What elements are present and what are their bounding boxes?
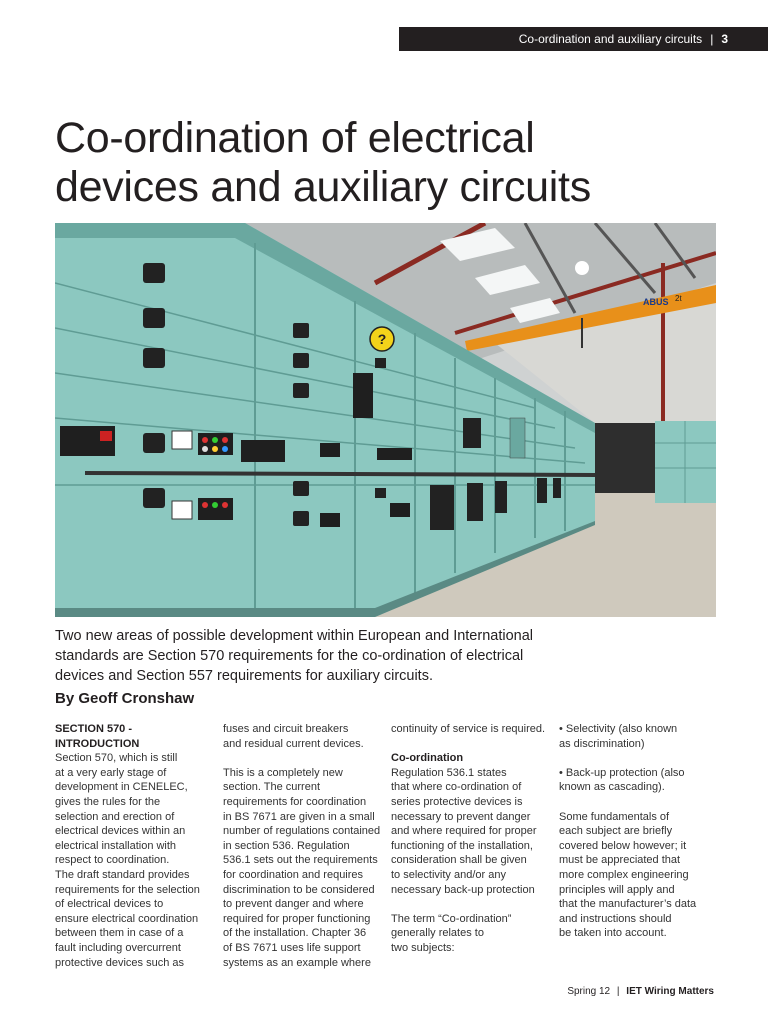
section-heading: [55, 722, 215, 751]
text-line: that the manufacturer’s data: [559, 898, 697, 911]
footer-publication: IET Wiring Matters: [626, 986, 714, 997]
text-line: necessary back-up protection: [391, 883, 535, 896]
header-page-number: 3: [721, 32, 728, 46]
text-line: to prevent danger and where: [223, 898, 364, 911]
text-line: continuity of service is required.: [391, 723, 546, 735]
header-section-title: Co-ordination and auxiliary circuits: [518, 32, 703, 46]
text-line: necessary to prevent danger: [391, 810, 531, 823]
lead-paragraph: [55, 626, 535, 686]
text-line: The term “Co-ordination”: [391, 912, 512, 925]
byline: By Geoff Cronshaw: [55, 690, 195, 707]
title-line-1: Co-ordination of electrical: [55, 114, 535, 162]
header-separator: |: [710, 32, 714, 46]
text-line: for coordination and requires: [223, 868, 364, 881]
text-line: Some fundamentals of: [559, 810, 670, 823]
text-line: gives the rules for the: [55, 795, 161, 808]
text-line: that where co-ordination of: [391, 781, 522, 794]
text-line: and instructions should: [559, 912, 672, 925]
title-line-2: devices and auxiliary circuits: [55, 163, 591, 211]
text-line: generally relates to: [391, 927, 484, 940]
text-line: and residual current devices.: [223, 737, 364, 750]
paragraph: [223, 766, 383, 970]
text-line: covered below however; it: [559, 839, 687, 852]
switchgear-photo: [55, 223, 716, 617]
text-line: series protective devices is: [391, 795, 523, 808]
text-line: principles will apply and: [559, 883, 675, 896]
paragraph: [55, 751, 215, 970]
text-line: between them in case of a: [55, 927, 184, 940]
text-line: discrimination to be considered: [223, 883, 375, 896]
text-line: requirements for coordination: [223, 795, 367, 808]
text-line: respect to coordination.: [55, 854, 170, 867]
text-line: each subject are briefly: [559, 825, 673, 838]
text-line: Regulation 536.1 states: [391, 766, 507, 779]
lead-line: Two new areas of possible development within European and International: [55, 628, 533, 644]
text-line: required for proper functioning: [223, 912, 371, 925]
text-line: be taken into account.: [559, 927, 667, 940]
footer-issue: Spring 12: [567, 986, 611, 997]
ceiling-lamp: [575, 261, 589, 275]
body-column-1: [55, 722, 215, 970]
hazard-sign-glyph: ?: [377, 331, 387, 347]
text-line: development in CENELEC,: [55, 781, 188, 794]
text-line: of BS 7671 uses life support: [223, 941, 361, 954]
body-column-2: [223, 722, 383, 970]
paragraph: [391, 912, 551, 956]
text-line: more complex engineering: [559, 868, 689, 881]
paragraph: [559, 810, 719, 941]
text-line: consideration shall be given: [391, 854, 527, 867]
article-title: [55, 114, 735, 212]
text-line: • Selectivity (also known: [559, 723, 678, 735]
text-line: to selectivity and/or any: [391, 868, 506, 881]
bullet-item: [559, 722, 719, 751]
heading-line: SECTION 570 -: [55, 723, 133, 735]
text-line: Section 570, which is still: [55, 752, 178, 765]
text-line: ensure electrical coordination: [55, 912, 199, 925]
text-line: electrical devices within an: [55, 825, 186, 838]
text-line: of the installation. Chapter 36: [223, 927, 367, 940]
heading-line: INTRODUCTION: [55, 737, 140, 750]
text-line: The draft standard provides: [55, 868, 190, 881]
text-line: at a very early stage of: [55, 766, 167, 779]
text-line: must be appreciated that: [559, 854, 681, 867]
text-line: in section 536. Regulation: [223, 839, 350, 852]
text-line: fuses and circuit breakers: [223, 723, 349, 735]
lead-line: devices and Section 557 requirements for auxiliary circuits.: [55, 668, 433, 684]
lead-line: standards are Section 570 requirements for the co-ordination of electrical: [55, 648, 524, 664]
body-column-3: [391, 722, 551, 956]
text-line: two subjects:: [391, 941, 455, 954]
footer-separator: |: [616, 986, 620, 997]
text-line: requirements for the selection: [55, 883, 200, 896]
page-footer: [567, 986, 714, 997]
text-line: selection and erection of: [55, 810, 175, 823]
paragraph: [391, 722, 551, 737]
text-line: in BS 7671 are given in a small: [223, 810, 375, 823]
text-line: of electrical devices to: [55, 898, 164, 911]
text-line: section. The current: [223, 781, 321, 794]
running-header: [399, 27, 768, 51]
text-line: protective devices such as: [55, 956, 185, 969]
crane-capacity-label: 2t: [675, 294, 682, 303]
paragraph: [391, 766, 551, 897]
text-line: known as cascading).: [559, 781, 665, 794]
text-line: 536.1 sets out the requirements: [223, 854, 378, 867]
text-line: and where required for proper: [391, 825, 537, 838]
body-column-4: [559, 722, 719, 941]
bullet-item: [559, 766, 719, 795]
text-line: electrical installation with: [55, 839, 177, 852]
text-line: fault including overcurrent: [55, 941, 181, 954]
text-line: • Back-up protection (also: [559, 766, 685, 779]
text-line: as discrimination): [559, 737, 645, 750]
text-line: functioning of the installation,: [391, 839, 533, 852]
paragraph: [223, 722, 383, 751]
subheading: Co-ordination: [391, 752, 464, 765]
text-line: This is a completely new: [223, 766, 343, 779]
text-line: number of regulations contained: [223, 825, 381, 838]
text-line: systems as an example where: [223, 956, 371, 969]
crane-brand-label: ABUS: [643, 297, 669, 307]
